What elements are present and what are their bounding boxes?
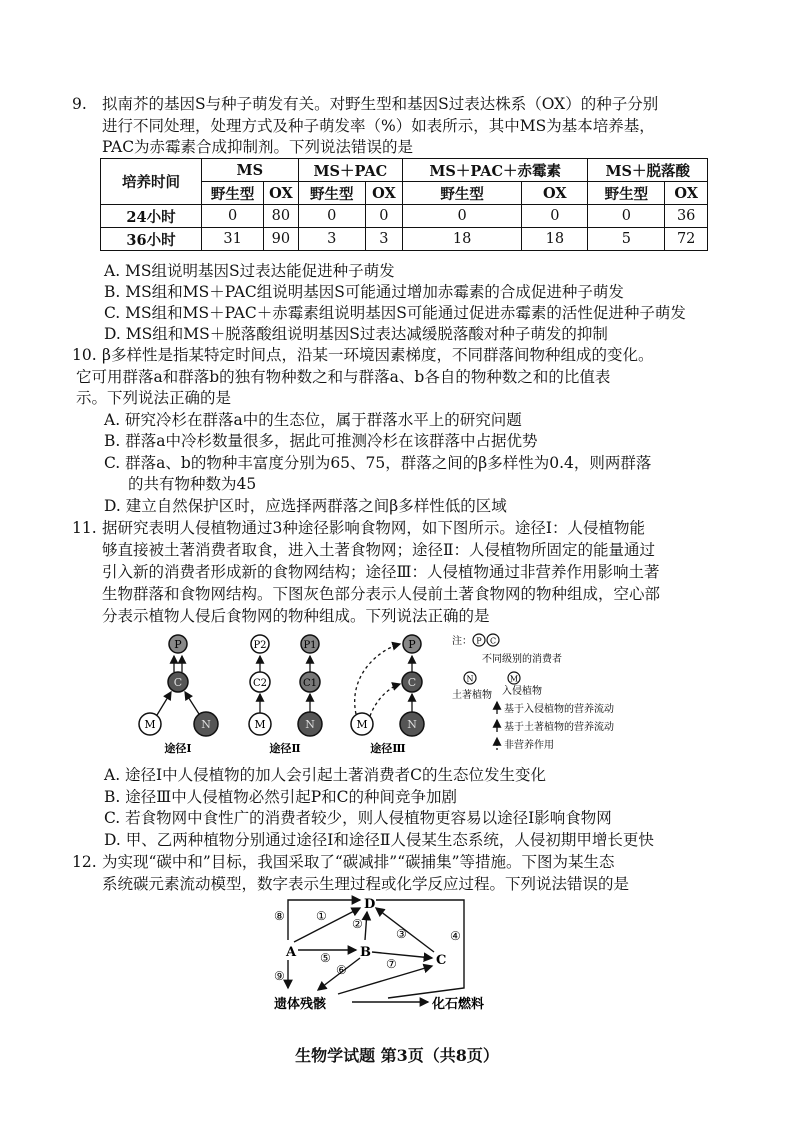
value-cell: 18 [522,228,588,251]
sub-header: OX [665,182,708,205]
value-cell: 3 [298,228,365,251]
group-header: MS [202,159,299,182]
q10-option-d: D. 建立自然保护区时，应选择两群落之间β多样性低的区域 [104,497,507,515]
process-number: ④ [450,929,461,943]
q11-option-b: B. 途径Ⅲ中人侵植物必然引起P和C的种间竞争加剧 [104,788,457,806]
row-header: 培养时间 [101,159,202,205]
process-number: ② [352,917,363,931]
q11-stem-line: 够直接被土著消费者取食，进入土著食物网；途径Ⅱ：人侵植物所固定的能量通过 [102,541,656,559]
value-cell: 18 [402,228,521,251]
q11-stem-line: 引入新的消费者形成新的食物网结构；途径Ⅲ：人侵植物通过非营养作用影响土著 [102,563,660,581]
food-web-diagram [130,628,690,762]
sub-header: 野生型 [298,182,365,205]
q9-option-a: A. MS组说明基因S过表达能促进种子萌发 [104,262,395,280]
q10-stem-line: 示。下列说法正确的是 [76,389,232,407]
node-label: M [254,718,266,731]
value-cell: 31 [202,228,264,251]
legend-text: 土著植物 [452,690,492,701]
q10-option-a: A. 研究冷杉在群落a中的生态位，属于群落水平上的研究问题 [104,411,522,429]
node-d: D [364,897,376,912]
q9-stem-line: 进行不同处理，处理方式及种子萌发率（%）如表所示，其中MS为基本培养基， [102,117,655,135]
q11-option-a: A. 途径Ⅰ中人侵植物的加人会引起土著消费者C的生态位发生变化 [104,766,547,784]
node-label: C1 [302,678,318,689]
sub-header: 野生型 [588,182,665,205]
value-cell: 0 [298,205,365,228]
q9-number: 9. [72,95,87,113]
node-label: P [174,638,182,651]
path-label: 途径Ⅰ [164,742,192,755]
remains-label: 遗体残骸 [274,997,327,1012]
process-number: ⑨ [274,969,285,983]
process-number: ③ [396,927,407,941]
legend-text: 入侵植物 [502,686,542,697]
group-header: MS＋脱落酸 [588,159,708,182]
node-c: C [436,953,447,968]
q11-stem-line: 生物群落和食物网结构。下图灰色部分表示人侵前土著食物网的物种组成，空心部 [102,585,661,603]
node-label: N [407,718,417,731]
node-label: P2 [253,640,267,651]
sub-header: OX [264,182,298,205]
node-label: N [305,718,315,731]
value-cell: 0 [202,205,264,228]
path-label: 途径Ⅱ [269,742,301,755]
value-cell: 3 [365,228,402,251]
q11-stem-line: 分表示植物人侵后食物网的物种组成。下列说法正确的是 [102,607,490,625]
process-number: ① [316,909,327,923]
value-cell: 0 [522,205,588,228]
node-label: P [408,638,416,651]
group-header: MS＋PAC＋赤霉素 [402,159,587,182]
q12-stem-line: 系统碳元素流动模型，数字表示生理过程或化学反应过程。下列说法错误的是 [102,875,630,893]
q12-stem-line: 为实现“碳中和”目标，我国采取了“碳减排”“碳捕集”等措施。下图为某生态 [102,853,615,871]
q10-option-b: B. 群落a中冷杉数量很多，据此可推测冷杉在该群落中占据优势 [104,432,538,450]
process-number: ⑤ [320,951,331,965]
q10-stem-line: 它可用群落a和群落b的独有物种数之和与群落a、b各自的物种数之和的比值表 [76,368,611,386]
node-label: C2 [252,678,268,689]
q9-stem-line: PAC为赤霉素合成抑制剂。下列说法错误的是 [102,138,414,156]
legend-text: 非营养作用 [504,740,554,751]
q9-germination-table [100,158,708,251]
table-row [101,205,708,228]
value-cell: 0 [402,205,521,228]
q9-stem-line: 拟南芥的基因S与种子萌发有关。对野生型和基因S过表达株系（OX）的种子分别 [102,95,659,113]
node-label: M [144,718,156,731]
value-cell: 0 [365,205,402,228]
node-b: B [360,945,371,960]
sub-header: OX [365,182,402,205]
value-cell: 0 [588,205,665,228]
value-cell: 80 [264,205,298,228]
node-label: C [407,676,417,689]
node-a: A [286,945,297,960]
value-cell: 36 [665,205,708,228]
legend-title: 注： [452,636,472,647]
path-label: 途径Ⅲ [370,742,406,755]
legend-symbol-label: C [489,636,497,646]
node-label: N [201,718,211,731]
value-cell: 90 [264,228,298,251]
process-number: ⑦ [386,957,397,971]
value-cell: 5 [588,228,665,251]
q10-option-c: C. 群落a、b的物种丰富度分别为65、75，群落之间的β多样性为0.4，则两群落 [104,454,652,472]
table-row [101,228,708,251]
time-cell: 24小时 [101,205,202,228]
carbon-flow-diagram [268,894,512,1016]
value-cell: 72 [665,228,708,251]
q9-option-c: C. MS组和MS＋PAC＋赤霉素组说明基因S可能通过促进赤霉素的活性促进种子萌发 [104,304,686,322]
q12-number: 12. [72,853,97,871]
legend-text: 不同级别的消费者 [482,654,562,665]
q11-option-d: D. 甲、乙两种植物分别通过途径Ⅰ和途径Ⅱ人侵某生态系统，人侵初期甲增长更快 [104,831,654,849]
sub-header: 野生型 [202,182,264,205]
q11-stem-line: 据研究表明人侵植物通过3种途径影响食物网，如下图所示。途径Ⅰ：人侵植物能 [102,519,645,537]
time-cell: 36小时 [101,228,202,251]
q11-option-c: C. 若食物网中食性广的消费者较少，则人侵植物更容易以途径Ⅰ影响食物网 [104,809,612,827]
fossil-fuel-label: 化石燃料 [432,997,485,1012]
q10-number: 10. [72,346,97,364]
node-label: C [173,676,183,689]
legend-symbol-label: M [509,674,519,684]
node-label: M [356,718,368,731]
node-label: P1 [303,640,317,651]
q10-option-c-cont: 的共有物种数为45 [128,475,257,493]
q11-number: 11. [72,519,97,537]
legend-symbol-label: P [476,636,482,646]
legend-symbol-label: N [466,674,474,684]
legend-text: 基于土著植物的营养流动 [504,722,614,733]
q9-option-d: D. MS组和MS＋脱落酸组说明基因S过表达减缓脱落酸对种子萌发的抑制 [104,325,608,343]
q9-option-b: B. MS组和MS＋PAC组说明基因S可能通过增加赤霉素的合成促进种子萌发 [104,283,624,301]
group-header: MS＋PAC [298,159,402,182]
page-footer: 生物学试题 第3页（共8页） [295,1046,499,1065]
sub-header: 野生型 [402,182,521,205]
q10-stem-line: β多样性是指某特定时间点，沿某一环境因素梯度，不同群落间物种组成的变化。 [102,346,654,364]
legend-text: 基于入侵植物的营养流动 [504,704,614,715]
process-number: ⑧ [274,909,285,923]
sub-header: OX [522,182,588,205]
process-number: ⑥ [336,963,347,977]
